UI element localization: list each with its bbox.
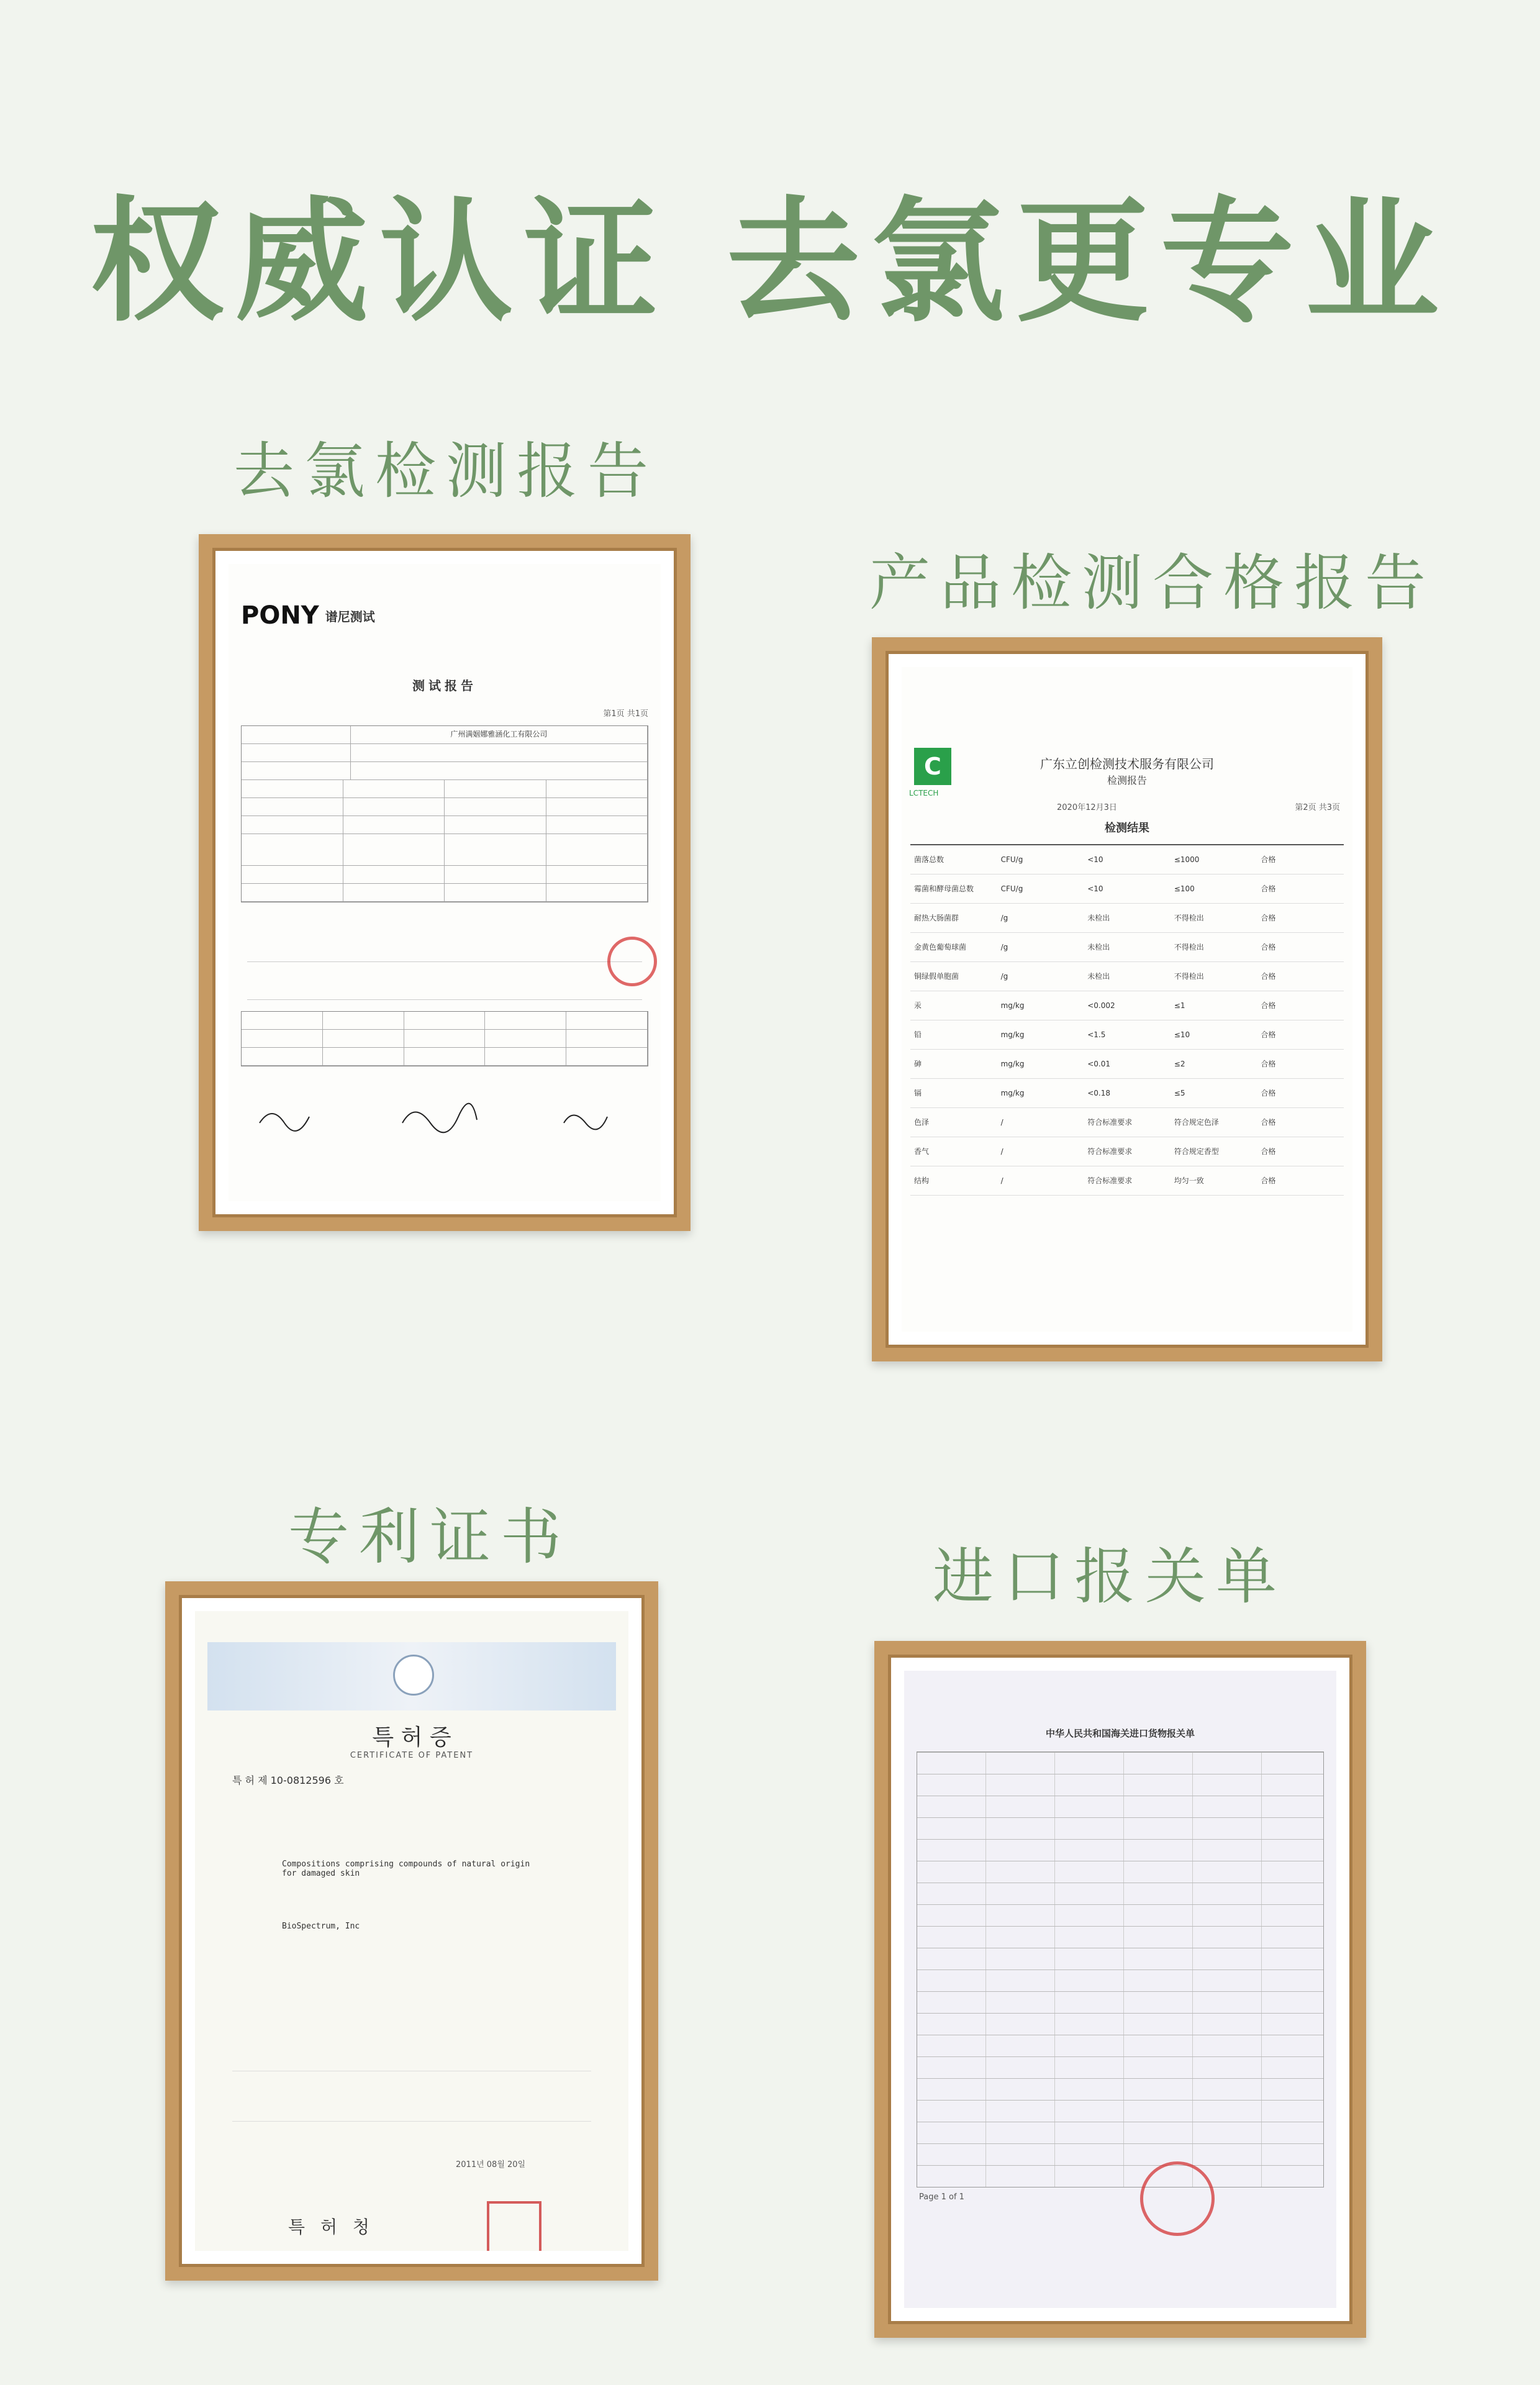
lc-result-row: [910, 1050, 1344, 1079]
lc-result-limit: 符合规定香型: [1174, 1147, 1219, 1156]
lc-result-result: <0.01: [1087, 1060, 1110, 1068]
lc-result-limit: 符合规定色泽: [1174, 1118, 1219, 1127]
lc-result-unit: CFU/g: [1000, 884, 1023, 893]
lc-result-item: 色泽: [914, 1118, 930, 1127]
lc-result-row: [910, 933, 1344, 962]
lc-logo: C: [914, 748, 951, 785]
pony-doc-title: 测试报告: [412, 678, 477, 693]
lc-result-unit: /: [1000, 1118, 1003, 1127]
lc-result-unit: /g: [1000, 943, 1008, 952]
lc-result-verdict: 合格: [1261, 884, 1276, 893]
section-title-product-qualified: 产品检测合格报告: [869, 548, 1436, 619]
lc-result-unit: mg/kg: [1000, 1089, 1025, 1097]
lc-result-result: <10: [1087, 855, 1103, 864]
pony-client: 广州满姻娜雅涵化工有限公司: [351, 726, 648, 743]
pony-page-number: 第1页 共1页: [603, 709, 648, 719]
lc-results-title: 检测结果: [1105, 822, 1149, 835]
lc-result-row: [910, 1020, 1344, 1050]
lc-result-item: 金黄色葡萄球菌: [914, 943, 967, 952]
lc-result-verdict: 合格: [1261, 972, 1276, 981]
customs-title: 中华人民共和国海关进口货物报关单: [1045, 1728, 1195, 1739]
lc-result-result: 未检出: [1087, 943, 1110, 952]
patent-body-lines: [232, 2071, 591, 2122]
lc-result-unit: CFU/g: [1000, 855, 1023, 864]
lc-result-unit: mg/kg: [1000, 1001, 1025, 1010]
lc-result-item: 霉菌和酵母菌总数: [914, 884, 974, 893]
lc-result-result: <1.5: [1087, 1030, 1106, 1039]
customs-red-stamp: [1140, 2161, 1215, 2236]
lc-result-item: 镉: [914, 1089, 922, 1097]
lc-result-limit: 不得检出: [1174, 914, 1204, 922]
patent-emblem-icon: [393, 1655, 434, 1696]
lc-result-limit: 不得检出: [1174, 943, 1204, 952]
lc-result-verdict: 合格: [1261, 1089, 1276, 1097]
lc-result-row: [910, 962, 1344, 991]
lc-result-result: <0.002: [1087, 1001, 1115, 1010]
lc-result-unit: mg/kg: [1000, 1060, 1025, 1068]
lc-result-limit: ≤2: [1174, 1060, 1185, 1068]
lc-date: 2020年12月3日: [1057, 803, 1117, 812]
lc-result-limit: ≤5: [1174, 1089, 1185, 1097]
pony-brand-cn: 谱尼测试: [325, 609, 375, 624]
lc-result-verdict: 合格: [1261, 855, 1276, 864]
patent-number: 특 허 제 10-0812596 호: [232, 1774, 344, 1786]
lc-result-verdict: 合格: [1261, 914, 1276, 922]
lc-result-row: [910, 991, 1344, 1020]
headline: 权威认证 去氯更专业: [90, 184, 1450, 340]
patent-date: 2011년 08월 20일: [456, 2160, 526, 2169]
lc-result-item: 汞: [914, 1001, 922, 1010]
lc-result-item: 结构: [914, 1176, 930, 1185]
patent-title-en: CERTIFICATE OF PATENT: [350, 1751, 474, 1760]
pony-logo: PONY: [241, 601, 319, 630]
pony-method-table: [241, 1011, 648, 1066]
patent-header-band: [207, 1642, 616, 1710]
lc-result-limit: 不得检出: [1174, 972, 1204, 981]
lc-result-limit: ≤1: [1174, 1001, 1185, 1010]
lc-result-unit: /: [1000, 1176, 1003, 1185]
lc-logo-text: LCTECH: [909, 789, 939, 797]
frame-dechlorination-report[interactable]: [199, 534, 691, 1231]
lc-result-result: 未检出: [1087, 914, 1110, 922]
patent-seal: [487, 2201, 541, 2251]
lc-result-row: [910, 904, 1344, 933]
lc-results-table: [910, 844, 1344, 1196]
lc-result-result: 未检出: [1087, 972, 1110, 981]
lc-company: 广东立创检测技术服务有限公司: [1040, 756, 1214, 771]
frame-product-report[interactable]: [872, 637, 1382, 1361]
lc-result-item: 铅: [914, 1030, 922, 1039]
section-title-import-declaration: 进口报关单: [933, 1542, 1287, 1612]
lc-result-item: 菌落总数: [914, 855, 944, 864]
lc-result-row: [910, 874, 1344, 904]
lc-test-report: [902, 667, 1352, 1332]
customs-form-grid: [917, 1751, 1324, 2187]
lc-result-limit: ≤1000: [1174, 855, 1200, 864]
pony-red-stamp: [607, 937, 657, 986]
lc-result-row: [910, 1108, 1344, 1137]
section-title-patent: 专利证书: [288, 1502, 572, 1573]
lc-doc-title: 检测报告: [1107, 775, 1147, 786]
lc-result-unit: /g: [1000, 972, 1008, 981]
lc-result-result: <10: [1087, 884, 1103, 893]
patent-invention: Compositions comprising compounds of natural origin for damaged skin: [282, 1860, 530, 1878]
lc-result-item: 香气: [914, 1147, 930, 1156]
lc-result-unit: /: [1000, 1147, 1003, 1156]
lc-result-verdict: 合格: [1261, 1060, 1276, 1068]
signature-lines: [253, 1098, 651, 1135]
lc-result-verdict: 合格: [1261, 1030, 1276, 1039]
lc-result-unit: mg/kg: [1000, 1030, 1025, 1039]
lc-result-limit: 均匀一致: [1174, 1176, 1204, 1185]
frame-import-declaration[interactable]: [874, 1641, 1366, 2338]
patent-title-kr: 특 허 증: [372, 1725, 451, 1750]
lc-result-verdict: 合格: [1261, 1001, 1276, 1010]
patent-owner: BioSpectrum, Inc: [282, 1922, 360, 1931]
lc-result-unit: /g: [1000, 914, 1008, 922]
lc-result-item: 砷: [914, 1060, 922, 1068]
lc-result-limit: ≤10: [1174, 1030, 1190, 1039]
customs-declaration: [904, 1671, 1336, 2308]
lc-result-row: [910, 1079, 1344, 1108]
lc-page: 第2页 共3页: [1295, 803, 1340, 812]
patent-office: 특 허 청: [288, 2217, 374, 2237]
pony-test-report: [229, 564, 661, 1201]
lc-result-item: 耐热大肠菌群: [914, 914, 959, 922]
lc-result-verdict: 合格: [1261, 943, 1276, 952]
lc-result-result: 符合标准要求: [1087, 1147, 1133, 1156]
lc-result-limit: ≤100: [1174, 884, 1195, 893]
customs-page: Page 1 of 1: [919, 2192, 964, 2202]
frame-patent-certificate[interactable]: [165, 1581, 658, 2281]
patent-certificate: [195, 1611, 628, 2251]
lc-result-item: 铜绿假单胞菌: [914, 972, 959, 981]
lc-result-verdict: 合格: [1261, 1118, 1276, 1127]
section-title-dechlorination: 去氯检测报告: [233, 436, 659, 507]
lc-result-row: [910, 1166, 1344, 1196]
lc-result-verdict: 合格: [1261, 1176, 1276, 1185]
lc-result-row: [910, 1137, 1344, 1166]
pony-notes: [247, 961, 642, 1000]
pony-info-table: [241, 725, 648, 902]
lc-result-result: 符合标准要求: [1087, 1118, 1133, 1127]
lc-result-result: <0.18: [1087, 1089, 1110, 1097]
lc-result-verdict: 合格: [1261, 1147, 1276, 1156]
lc-result-result: 符合标准要求: [1087, 1176, 1133, 1185]
lc-result-row: [910, 845, 1344, 874]
